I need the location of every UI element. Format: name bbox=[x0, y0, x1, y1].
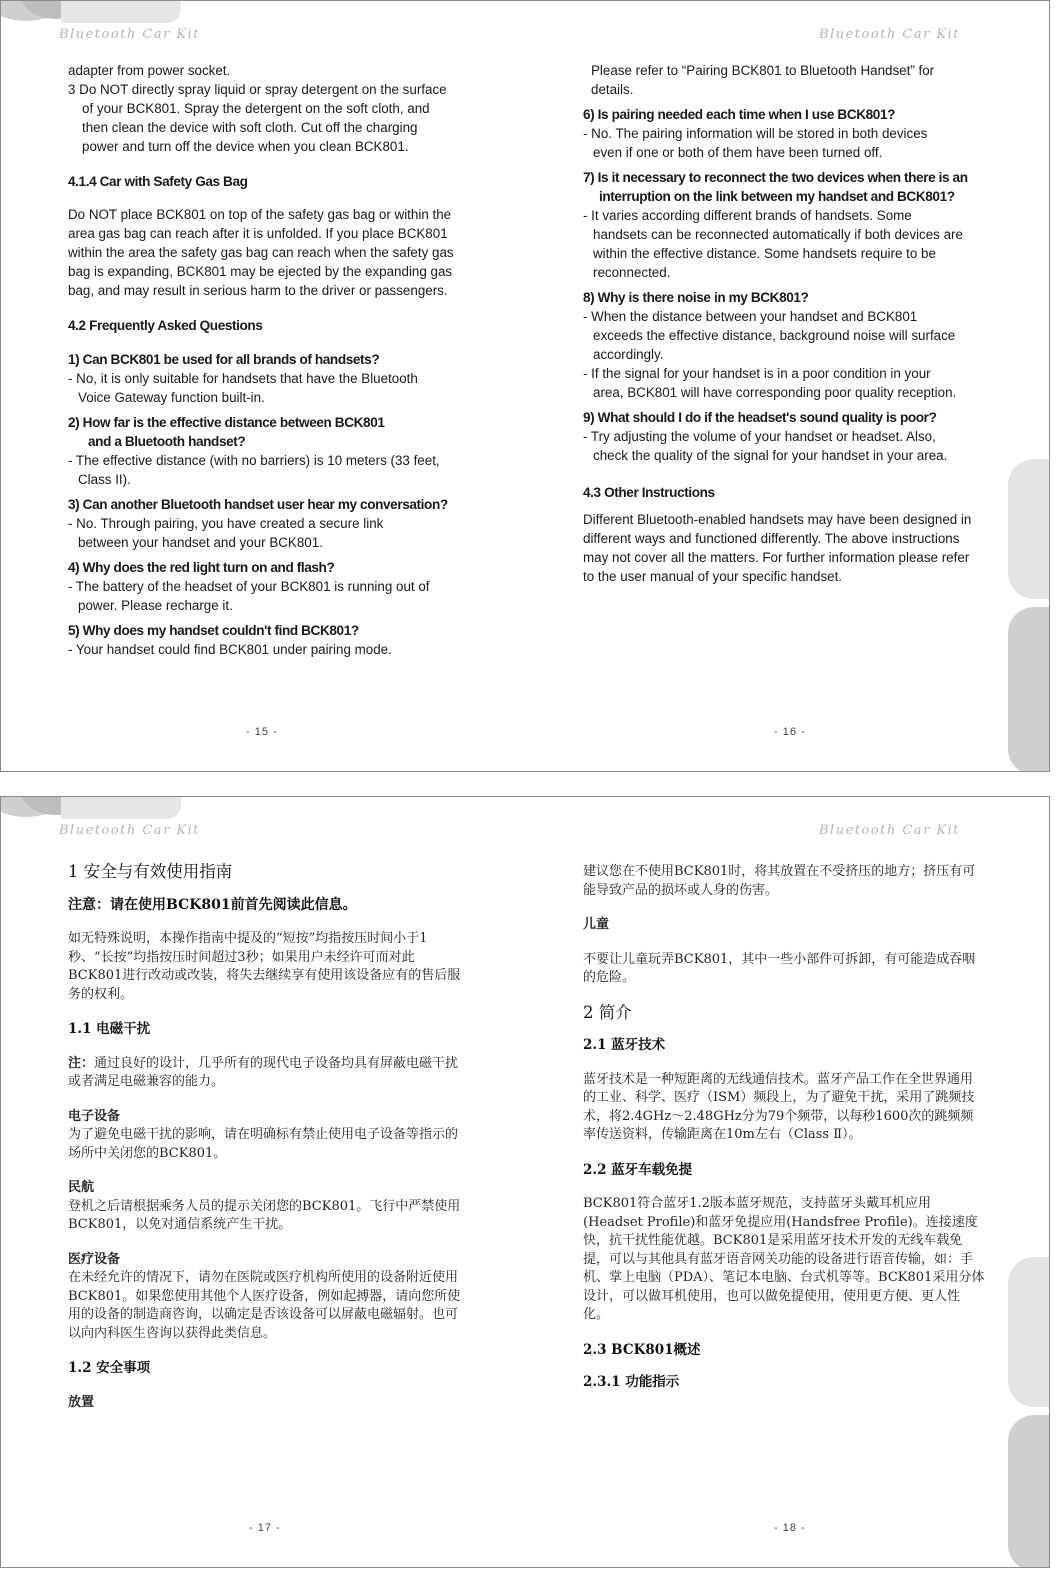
section-title: 4.3 Other Instructions bbox=[583, 485, 715, 500]
faq-question: 2) How far is the effective distance between BCK801 and a Bluetooth handset? bbox=[68, 415, 385, 449]
faq-answer: - It varies according different brands of handsets. Some handsets can be reconnected automatically if both devices are within the effective distance. Some handsets require to be reconnected. bbox=[583, 208, 963, 280]
paragraph: Do NOT place BCK801 on top of the safety gas bag or within the area gas bag can reach after it is unfolded. If you place BCK801 within the area the safety gas bag can reach when the safety gas bag is expanding, BCK801 may be ejected by the expanding gas bag, and may result in serious harm to the driver or passengers. bbox=[68, 207, 454, 298]
section-title: 4.2 Frequently Asked Questions bbox=[68, 318, 263, 333]
faq-answer: - Your handset could find BCK801 under pairing mode. bbox=[68, 642, 392, 657]
faq-question: 5) Why does my handset couldn't find BCK801? bbox=[68, 623, 359, 638]
page-18 bbox=[583, 863, 985, 1392]
paragraph: 通过良好的设计，几乎所有的现代电子设备均具有屏蔽电磁干扰或者满足电磁兼容的能力。 bbox=[68, 1055, 459, 1089]
page-16 bbox=[583, 61, 975, 586]
edge-decoration bbox=[1008, 1415, 1050, 1568]
running-header-left: Bluetooth Car Kit bbox=[59, 27, 201, 42]
faq-answer: - No. The pairing information will be stored in both devices even if one or both of them have been turned off. bbox=[583, 126, 928, 160]
paragraph: 为了避免电磁干扰的影响，请在明确标有禁止使用电子设备等指示的场所中关闭您的BCK801。 bbox=[68, 1127, 459, 1161]
paragraph: adapter from power socket. bbox=[68, 63, 231, 78]
chapter-title: 1 安全与有效使用指南 bbox=[68, 862, 233, 881]
paragraph: 登机之后请根据乘务人员的提示关闭您的BCK801。飞行中严禁使用BCK801，以免对通信系统产生干扰。 bbox=[68, 1198, 461, 1232]
paragraph: 不要让儿童玩弄BCK801，其中一些小部件可拆卸，有可能造成吞咽的危险。 bbox=[583, 951, 976, 985]
section-title: 2.3.1 功能指示 bbox=[583, 1374, 680, 1390]
faq-question: 6) Is pairing needed each time when I use BCK801? bbox=[583, 107, 896, 122]
header-tab-decoration bbox=[61, 797, 181, 819]
page-number: - 15 - bbox=[246, 726, 278, 738]
list-item: 3 Do NOT directly spray liquid or spray detergent on the surface of your BCK801. Spray the detergent on the soft cloth, and then clean the device with soft cloth. Cut off the charging power and turn off the device when you clean BCK801. bbox=[68, 82, 447, 154]
page-number: - 17 - bbox=[249, 1522, 281, 1534]
faq-question: 3) Can another Bluetooth handset user hear my conversation? bbox=[68, 497, 448, 512]
chapter-title: 2 简介 bbox=[583, 1002, 632, 1022]
paragraph: 在未经允许的情况下，请勿在医院或医疗机构所使用的设备附近使用BCK801。如果您使用其他个人医疗设备，例如起搏器，请向您所使用的设备的制造商咨询，以确定是否该设备可以屏蔽电磁辐射。也可以向内科医生咨询以获得此类信息。 bbox=[68, 1270, 461, 1341]
faq-answer: - If the signal for your handset is in a poor condition in your area, BCK801 will have corresponding poor quality reception. bbox=[583, 366, 957, 400]
paragraph: Please refer to “Pairing BCK801 to Bluetooth Handset” for details. bbox=[591, 63, 935, 97]
faq-answer: - No, it is only suitable for handsets that have the Bluetooth Voice Gateway function built-in. bbox=[68, 371, 418, 405]
running-header-left: Bluetooth Car Kit bbox=[59, 823, 201, 838]
section-title: 1.1 电磁干扰 bbox=[68, 1021, 151, 1037]
subsection-title: 放置 bbox=[68, 1394, 95, 1410]
paragraph: Different Bluetooth-enabled handsets may have been designed in different ways and functioned differently. The above instructions may not cover all the matters. For further information please refer to the user manual of your specific handset. bbox=[583, 512, 972, 584]
notice-title: 注意：请在使用BCK801前首先阅读此信息。 bbox=[68, 896, 357, 913]
paragraph: 蓝牙技术是一种短距离的无线通信技术。蓝牙产品工作在全世界通用的工业、科学、医疗（ISM）频段上，为了避免干扰，采用了跳频技术，将2.4GHz～2.48GHz分为79个频带，以每秒1600次的跳频频率传送资料，传输距离在10m左右（Class Ⅱ）。 bbox=[583, 1071, 975, 1142]
subsection-title: 民航 bbox=[68, 1180, 95, 1195]
page-17 bbox=[68, 863, 468, 1412]
faq-answer: - Try adjusting the volume of your handset or headset. Also, check the quality of the signal for your handset in your area. bbox=[583, 429, 948, 463]
spread-bottom bbox=[0, 796, 1050, 1568]
subsection-title: 医疗设备 bbox=[68, 1251, 121, 1267]
edge-decoration bbox=[1008, 1257, 1050, 1407]
faq-question: 7) Is it necessary to reconnect the two devices when there is an interruption on the link between my handset and BCK801? bbox=[583, 170, 968, 204]
paragraph: 如无特殊说明，本操作指南中提及的“短按”均指按压时间小于1秒、“长按”均指按压时间超过3秒；如果用户未经许可而对此BCK801进行改动或改装，将失去继续享有使用该设备应有的售后服务的权利。 bbox=[68, 931, 461, 1002]
section-title: 4.1.4 Car with Safety Gas Bag bbox=[68, 174, 248, 189]
subsection-title: 电子设备 bbox=[68, 1108, 121, 1124]
faq-answer: - The effective distance (with no barriers) is 10 meters (33 feet, Class II). bbox=[68, 453, 440, 487]
edge-decoration bbox=[1008, 607, 1050, 772]
running-header-right: Bluetooth Car Kit bbox=[819, 27, 961, 42]
edge-decoration bbox=[1008, 459, 1050, 599]
section-title: 2.3 BCK801概述 bbox=[583, 1341, 701, 1358]
note-label: 注： bbox=[68, 1055, 95, 1071]
section-title: 2.2 蓝牙车载免提 bbox=[583, 1161, 693, 1178]
section-title: 1.2 安全事项 bbox=[68, 1360, 151, 1376]
faq-answer: - When the distance between your handset and BCK801 exceeds the effective distance, background noise will surface accordingly. bbox=[583, 309, 956, 362]
faq-question: 1) Can BCK801 be used for all brands of handsets? bbox=[68, 352, 380, 367]
paragraph: BCK801符合蓝牙1.2版本蓝牙规范，支持蓝牙头戴耳机应用(Headset Profile)和蓝牙免提应用(Handsfree Profile)。连接速度快，抗干扰性能优越。BCK801是采用蓝牙技术开发的无线车载免提，可以与其他具有蓝牙语音网关功能的设备进行语音传输，如：手机、掌上电脑（PDA）、笔记本电脑、台式机等等。BCK801采用分体设计，可以做耳机使用，也可以做免提使用，使用更方便、更人性化。 bbox=[583, 1196, 985, 1322]
faq-question: 4) Why does the red light turn on and flash? bbox=[68, 560, 335, 575]
faq-question: 9) What should I do if the headset's sound quality is poor? bbox=[583, 410, 937, 425]
faq-answer: - No. Through pairing, you have created a secure link between your handset and your BCK801. bbox=[68, 516, 384, 550]
paragraph: 建议您在不使用BCK801时，将其放置在不受挤压的地方；挤压有可能导致产品的损坏或人身的伤害。 bbox=[583, 864, 976, 898]
subsection-title: 儿童 bbox=[583, 917, 610, 932]
page-number: - 16 - bbox=[774, 726, 806, 738]
spread-top bbox=[0, 0, 1050, 772]
running-header-right: Bluetooth Car Kit bbox=[819, 823, 961, 838]
header-tab-decoration bbox=[61, 1, 181, 23]
faq-question: 8) Why is there noise in my BCK801? bbox=[583, 290, 809, 305]
faq-answer: - The battery of the headset of your BCK801 is running out of power. Please recharge it. bbox=[68, 579, 430, 613]
page-15 bbox=[68, 61, 476, 659]
page-number: - 18 - bbox=[774, 1522, 806, 1534]
section-title: 2.1 蓝牙技术 bbox=[583, 1037, 666, 1053]
